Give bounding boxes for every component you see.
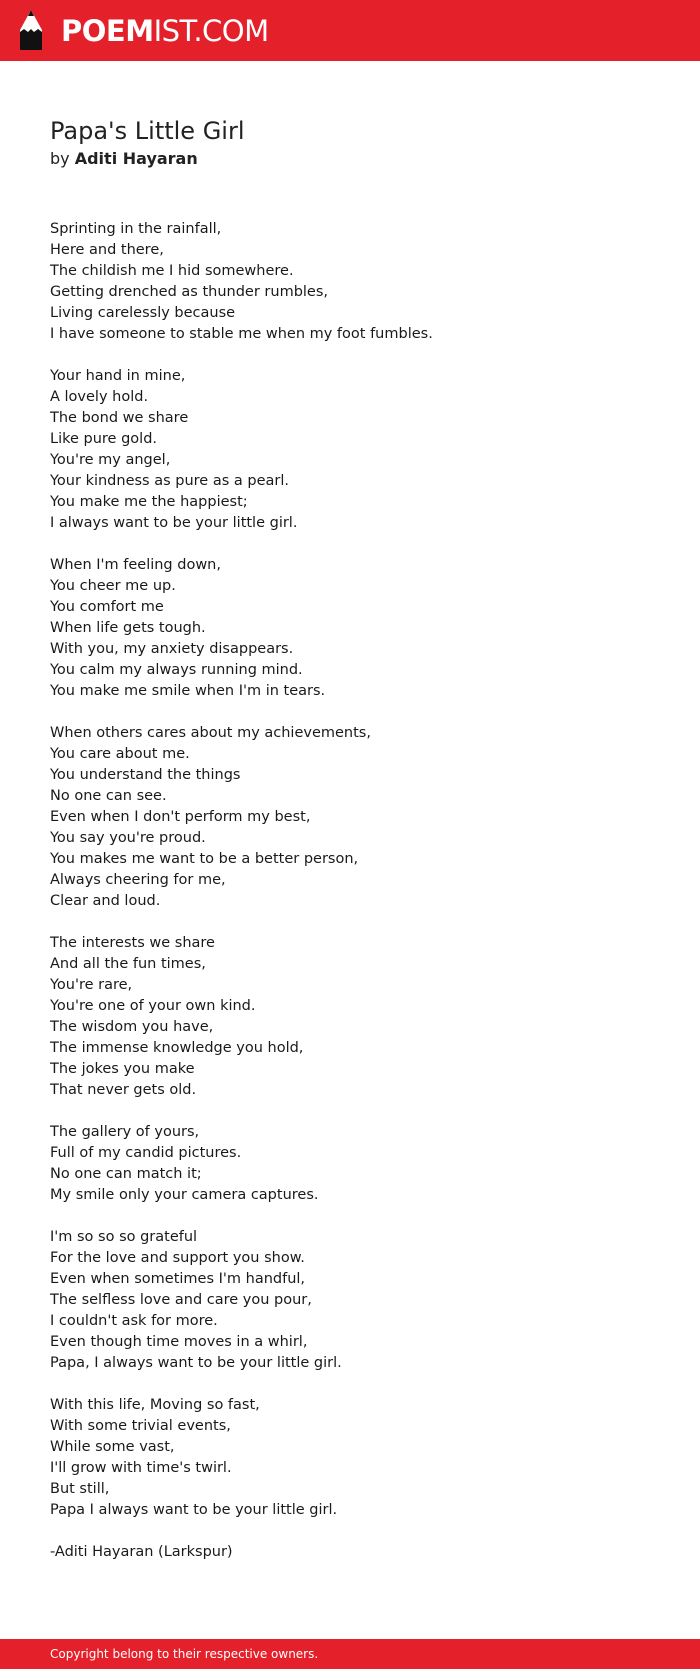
poem-line: When life gets tough. (50, 620, 206, 636)
site-logo[interactable] (61, 13, 269, 49)
poem-line: Your kindness as pure as a pearl. (50, 473, 289, 489)
poem-line: Even though time moves in a whirl, (50, 1334, 308, 1350)
poem-line: When I'm feeling down, (50, 557, 221, 573)
poem-line: You make me smile when I'm in tears. (50, 683, 326, 699)
author-name[interactable]: Aditi Hayaran (74, 149, 198, 168)
site-header (0, 0, 700, 61)
poem-line: Even when I don't perform my best, (50, 809, 311, 825)
poem-body (50, 219, 660, 1584)
poem-line: You make me the happiest; (50, 494, 248, 510)
poem-line: Getting drenched as thunder rumbles, (50, 284, 329, 300)
byline (50, 148, 198, 170)
poem-line: For the love and support you show. (50, 1250, 305, 1266)
poem-line: The gallery of yours, (50, 1124, 200, 1140)
poem-line: I couldn't ask for more. (50, 1313, 218, 1329)
poem-line: You're rare, (50, 977, 133, 993)
poem-title: Papa's Little Girl (50, 117, 245, 145)
poem-line: Always cheering for me, (50, 872, 226, 888)
copyright-text: Copyright belong to their respective owners. (50, 1647, 319, 1661)
poem-line: You care about me. (50, 746, 190, 762)
poem-line: The bond we share (50, 410, 189, 426)
poem-line: I have someone to stable me when my foot fumbles. (50, 326, 433, 342)
stanza (50, 1395, 660, 1521)
pencil-logo-icon[interactable] (18, 10, 44, 52)
poem-line: I always want to be your little girl. (50, 515, 298, 531)
poem-line: But still, (50, 1481, 110, 1497)
poem-line: Full of my candid pictures. (50, 1145, 242, 1161)
poem-line: With some trivial events, (50, 1418, 231, 1434)
logo-light-text: IST.COM (153, 14, 269, 48)
poem-line: Even when sometimes I'm handful, (50, 1271, 306, 1287)
poem-line: Papa, I always want to be your little girl. (50, 1355, 342, 1371)
poem-line: Papa I always want to be your little girl. (50, 1502, 338, 1518)
poem-line: Like pure gold. (50, 431, 158, 447)
poem-line: No one can see. (50, 788, 167, 804)
stanza (50, 1542, 660, 1563)
poem-line: You're one of your own kind. (50, 998, 256, 1014)
by-label: by (50, 149, 70, 168)
stanza (50, 1227, 660, 1374)
stanza (50, 219, 660, 345)
poem-line: No one can match it; (50, 1166, 202, 1182)
poem-line: -Aditi Hayaran (Larkspur) (50, 1544, 233, 1560)
poem-line: A lovely hold. (50, 389, 149, 405)
poem-line: With you, my anxiety disappears. (50, 641, 294, 657)
site-footer (0, 1639, 700, 1669)
poem-line: You makes me want to be a better person, (50, 851, 359, 867)
poem-line: You're my angel, (50, 452, 171, 468)
poem-line: My smile only your camera captures. (50, 1187, 319, 1203)
stanza (50, 933, 660, 1101)
poem-line: I'll grow with time's twirl. (50, 1460, 232, 1476)
poem-line: Here and there, (50, 242, 164, 258)
poem-line: I'm so so so grateful (50, 1229, 198, 1245)
stanza (50, 1122, 660, 1206)
poem-line: The selfless love and care you pour, (50, 1292, 312, 1308)
poem-line: The childish me I hid somewhere. (50, 263, 294, 279)
poem-line: While some vast, (50, 1439, 175, 1455)
poem-line: The wisdom you have, (50, 1019, 214, 1035)
poem-line: Your hand in mine, (50, 368, 186, 384)
poem-line: The immense knowledge you hold, (50, 1040, 304, 1056)
poem-line: When others cares about my achievements, (50, 725, 371, 741)
poem-line: With this life, Moving so fast, (50, 1397, 260, 1413)
stanza (50, 366, 660, 534)
poem-line: Living carelessly because (50, 305, 236, 321)
poem-line: You understand the things (50, 767, 241, 783)
poem-line: You comfort me (50, 599, 164, 615)
poem-line: You cheer me up. (50, 578, 176, 594)
poem-line: You calm my always running mind. (50, 662, 303, 678)
logo-bold-text: POEM (61, 14, 154, 48)
poem-line: The interests we share (50, 935, 215, 951)
poem-line: The jokes you make (50, 1061, 195, 1077)
poem-line: That never gets old. (50, 1082, 197, 1098)
poem-line: And all the fun times, (50, 956, 206, 972)
stanza (50, 555, 660, 702)
stanza (50, 723, 660, 912)
poem-line: You say you're proud. (50, 830, 206, 846)
poem-line: Clear and loud. (50, 893, 161, 909)
poem-line: Sprinting in the rainfall, (50, 221, 222, 237)
